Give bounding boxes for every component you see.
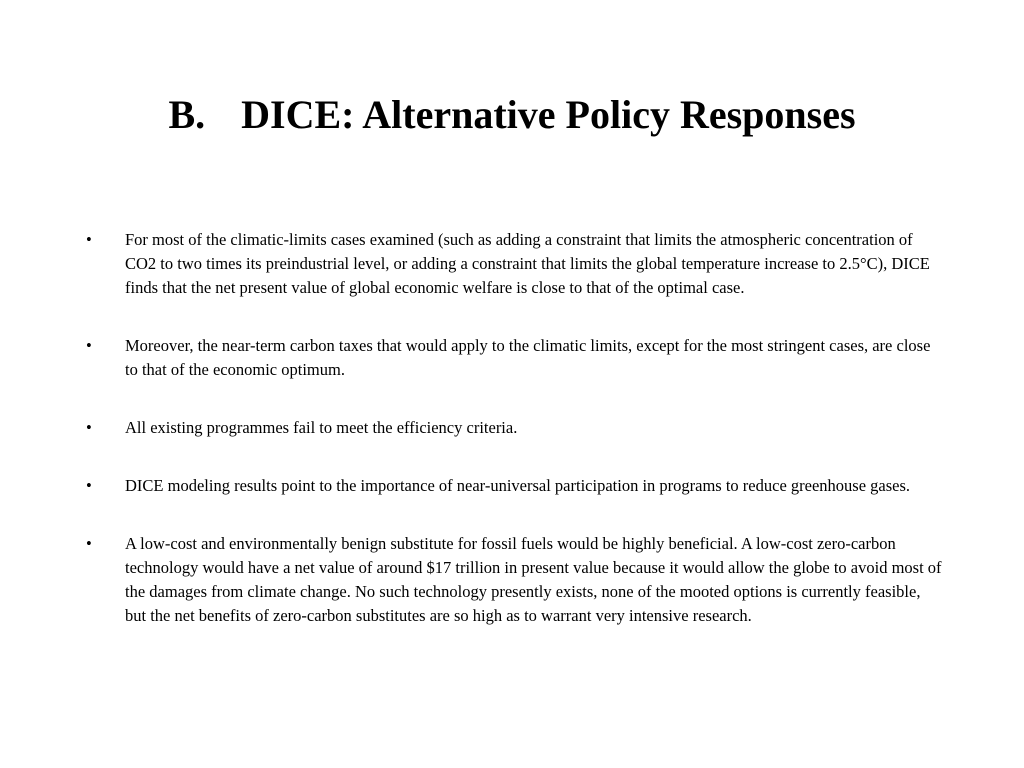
bullet-text: Moreover, the near-term carbon taxes that would apply to the climatic limits, except for the most stringent cases, are close to that of the economic optimum. [125, 336, 931, 379]
bullet-glyph: • [86, 534, 92, 553]
bullet-glyph: • [86, 418, 92, 437]
bullet-glyph: • [86, 476, 92, 495]
title-text: DICE: Alternative Policy Responses [241, 92, 856, 137]
bullet-text: A low-cost and environmentally benign substitute for fossil fuels would be highly beneficial. A low-cost zero-carbon technology would have a net value of around $17 trillion in present value because it would allow the globe to avoid most of the damages from climate change. No such technology presently exists, none of the mooted options is currently feasible, but the net benefits of zero-carbon substitutes are so high as to warrant very intensive research. [125, 534, 942, 625]
bullet-text: For most of the climatic-limits cases examined (such as adding a constraint that limits the atmospheric concentration of CO2 to two times its preindustrial level, or adding a constraint that limits the global temperature increase to 2.5°C), DICE finds that the net present value of global economic welfare is close to that of the optimal case. [125, 230, 930, 297]
bullet-item-2 [84, 334, 944, 382]
bullet-item-4 [84, 474, 944, 498]
bullet-glyph: • [86, 336, 92, 355]
bullet-item-3 [84, 416, 944, 440]
slide-title [0, 88, 1024, 142]
bullet-text: DICE modeling results point to the importance of near-universal participation in programs to reduce greenhouse gases. [125, 476, 911, 495]
bullet-item-1 [84, 228, 944, 300]
bullet-text: All existing programmes fail to meet the efficiency criteria. [125, 418, 518, 437]
bullet-item-5 [84, 532, 944, 628]
title-section-label: B. [168, 92, 206, 137]
bullet-glyph: • [86, 230, 92, 249]
bullet-list [84, 228, 944, 662]
